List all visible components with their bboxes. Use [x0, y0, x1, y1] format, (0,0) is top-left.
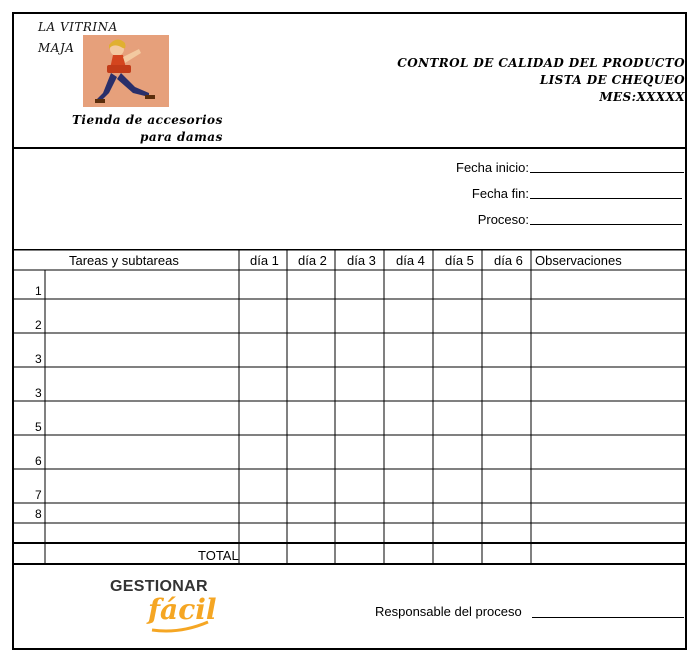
document-subtitle: LISTA DE CHEQUEO — [539, 73, 685, 87]
store-tagline-line2: para damas — [140, 130, 223, 144]
proceso-field[interactable] — [530, 224, 682, 225]
row-number: 6 — [35, 454, 42, 468]
fecha-inicio-label: Fecha inicio: — [456, 160, 529, 175]
brand-name-line1: LA VITRINA — [38, 20, 118, 34]
header-dia-3: día 3 — [347, 253, 376, 268]
row-number: 3 — [35, 386, 42, 400]
fecha-fin-field[interactable] — [530, 198, 682, 199]
header-dia-4: día 4 — [396, 253, 425, 268]
header-divider — [12, 147, 687, 149]
row-number: 2 — [35, 318, 42, 332]
gestionar-facil-logo-top: GESTIONAR — [110, 578, 208, 595]
brand-name-line2: MAJA — [38, 41, 75, 55]
gestionar-facil-logo-bottom: fácil — [148, 593, 217, 626]
responsable-field[interactable] — [532, 617, 684, 618]
header-dia-6: día 6 — [494, 253, 523, 268]
row-number: 3 — [35, 352, 42, 366]
row-number: 7 — [35, 488, 42, 502]
header-dia-1: día 1 — [250, 253, 279, 268]
total-label: TOTAL — [198, 548, 239, 563]
proceso-label: Proceso: — [477, 212, 529, 227]
header-observaciones: Observaciones — [535, 253, 622, 268]
row-number: 8 — [35, 507, 42, 521]
logo-swoosh-icon — [150, 620, 210, 634]
fecha-inicio-field[interactable] — [530, 172, 684, 173]
header-dia-5: día 5 — [445, 253, 474, 268]
header-dia-2: día 2 — [298, 253, 327, 268]
store-logo-image — [83, 35, 169, 107]
document-month: MES:XXXXX — [599, 90, 685, 104]
header-tareas: Tareas y subtareas — [69, 253, 179, 268]
checklist-grid-lines — [14, 249, 686, 565]
checklist-table — [14, 249, 686, 565]
responsable-label: Responsable del proceso — [375, 604, 522, 619]
document-title: CONTROL DE CALIDAD DEL PRODUCTO — [397, 56, 685, 70]
store-tagline-line1: Tienda de accesorios — [72, 113, 223, 127]
row-number: 1 — [35, 284, 42, 298]
row-number: 5 — [35, 420, 42, 434]
fecha-fin-label: Fecha fin: — [471, 186, 529, 201]
